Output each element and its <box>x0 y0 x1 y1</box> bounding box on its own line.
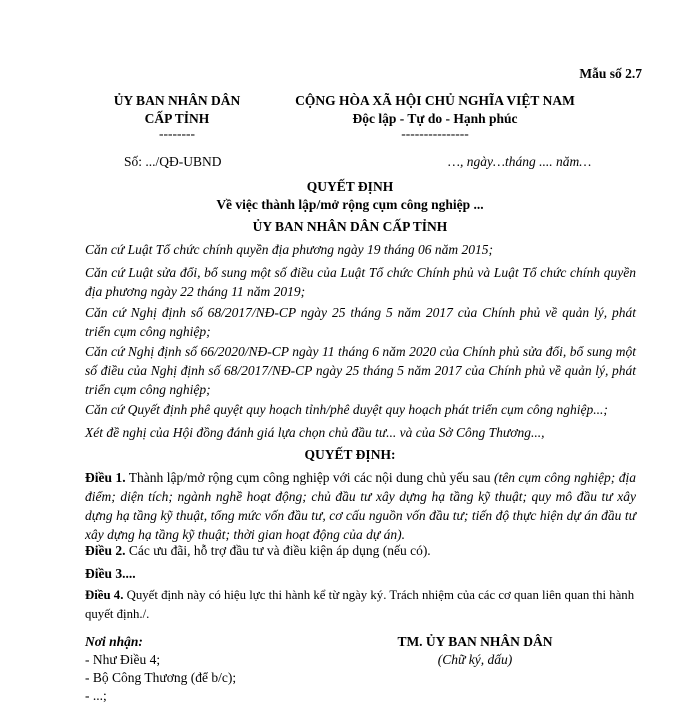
article-1-label: Điều 1. <box>85 470 126 485</box>
recipient-item: - Như Điều 4; <box>85 652 161 667</box>
date-line: …, ngày…tháng .... năm… <box>448 154 592 169</box>
signature-block <box>370 633 580 669</box>
article-4-label: Điều 4. <box>85 588 124 602</box>
recipients-block <box>85 633 236 705</box>
legal-basis-6: Xét đề nghị của Hội đồng đánh giá lựa chọn chủ đầu tư... và của Sở Công Thương..., <box>85 425 545 440</box>
document-title: QUYẾT ĐỊNH <box>306 179 394 194</box>
article-4 <box>85 586 636 624</box>
document-number: Số: .../QĐ-UBND <box>124 154 222 169</box>
legal-basis-4: Căn cứ Nghị định số 66/2020/NĐ-CP ngày 11 tháng 6 năm 2020 của Chính phủ sửa đổi, bổ sung một số điều của Nghị định số 68/2017/NĐ-CP ngày 25 tháng 5 năm 2017 của Chính phủ về quản lý, phát triển cụm công nghiệp; <box>85 344 636 397</box>
authority-line1: ỦY BAN NHÂN DÂN <box>113 93 241 108</box>
signature-note: (Chữ ký, dấu) <box>437 652 513 667</box>
article-1-text: Thành lập/mở rộng cụm công nghiệp với các nội dung chủ yếu sau <box>125 470 494 485</box>
decides-heading: QUYẾT ĐỊNH: <box>304 447 396 462</box>
article-2 <box>85 541 636 560</box>
recipients-heading: Nơi nhận: <box>85 634 143 649</box>
issuing-authority-header <box>92 92 262 140</box>
motto-line1: CỘNG HÒA XÃ HỘI CHỦ NGHĨA VIỆT NAM <box>295 93 575 108</box>
national-motto-header <box>275 92 595 140</box>
legal-basis-2: Căn cứ Luật sửa đổi, bổ sung một số điều của Luật Tổ chức Chính phủ và Luật Tổ chức chính quyền địa phương ngày 22 tháng 11 năm 2019; <box>85 265 636 299</box>
motto-rule: --------------- <box>401 126 469 141</box>
article-2-text: Các ưu đãi, hỗ trợ đầu tư và điều kiện áp dụng (nếu có). <box>125 543 431 558</box>
article-1-details: (tên cụm công nghiệp; địa điểm; diện tích; ngành nghề hoạt động; chủ đầu tư xây dựng hạ tầng kỹ thuật; quy mô đầu tư xây dựng hạ tầng kỹ thuật, tổng mức vốn đầu tư, cơ cấu nguồn vốn đầu tư; tiến độ thực hiện dự án đầu tư xây dựng hạ tầng kỹ thuật; thời gian hoạt động của dự án). <box>85 470 636 542</box>
authority-line2: CẤP TỈNH <box>144 111 210 126</box>
article-4-text: Quyết định này có hiệu lực thi hành kể từ ngày ký. Trách nhiệm của các cơ quan liên quan thi hành quyết định./. <box>85 588 635 621</box>
recipient-item: - Bộ Công Thương (để b/c); <box>85 670 237 685</box>
form-number: Mẫu số 2.7 <box>579 66 642 81</box>
motto-line2: Độc lập - Tự do - Hạnh phúc <box>352 111 518 126</box>
article-3-label: Điều 3.... <box>85 566 136 581</box>
legal-basis-5: Căn cứ Quyết định phê quyệt quy hoạch tỉnh/phê duyệt quy hoạch phát triển cụm công nghiệp...; <box>85 402 608 417</box>
article-2-label: Điều 2. <box>85 543 126 558</box>
legal-basis-3: Căn cứ Nghị định số 68/2017/NĐ-CP ngày 25 tháng 5 năm 2017 của Chính phủ về quản lý, phát triển cụm công nghiệp; <box>85 305 636 339</box>
recipient-item: - ...; <box>85 688 107 703</box>
article-1 <box>85 468 636 544</box>
authority-rule: -------- <box>159 126 195 141</box>
issuer-heading: ỦY BAN NHÂN DÂN CẤP TỈNH <box>252 219 448 234</box>
document-subtitle: Về việc thành lập/mở rộng cụm công nghiệp ... <box>216 197 484 212</box>
signature-title: TM. ỦY BAN NHÂN DÂN <box>397 634 553 649</box>
legal-basis-1: Căn cứ Luật Tổ chức chính quyền địa phương ngày 19 tháng 06 năm 2015; <box>85 242 494 257</box>
